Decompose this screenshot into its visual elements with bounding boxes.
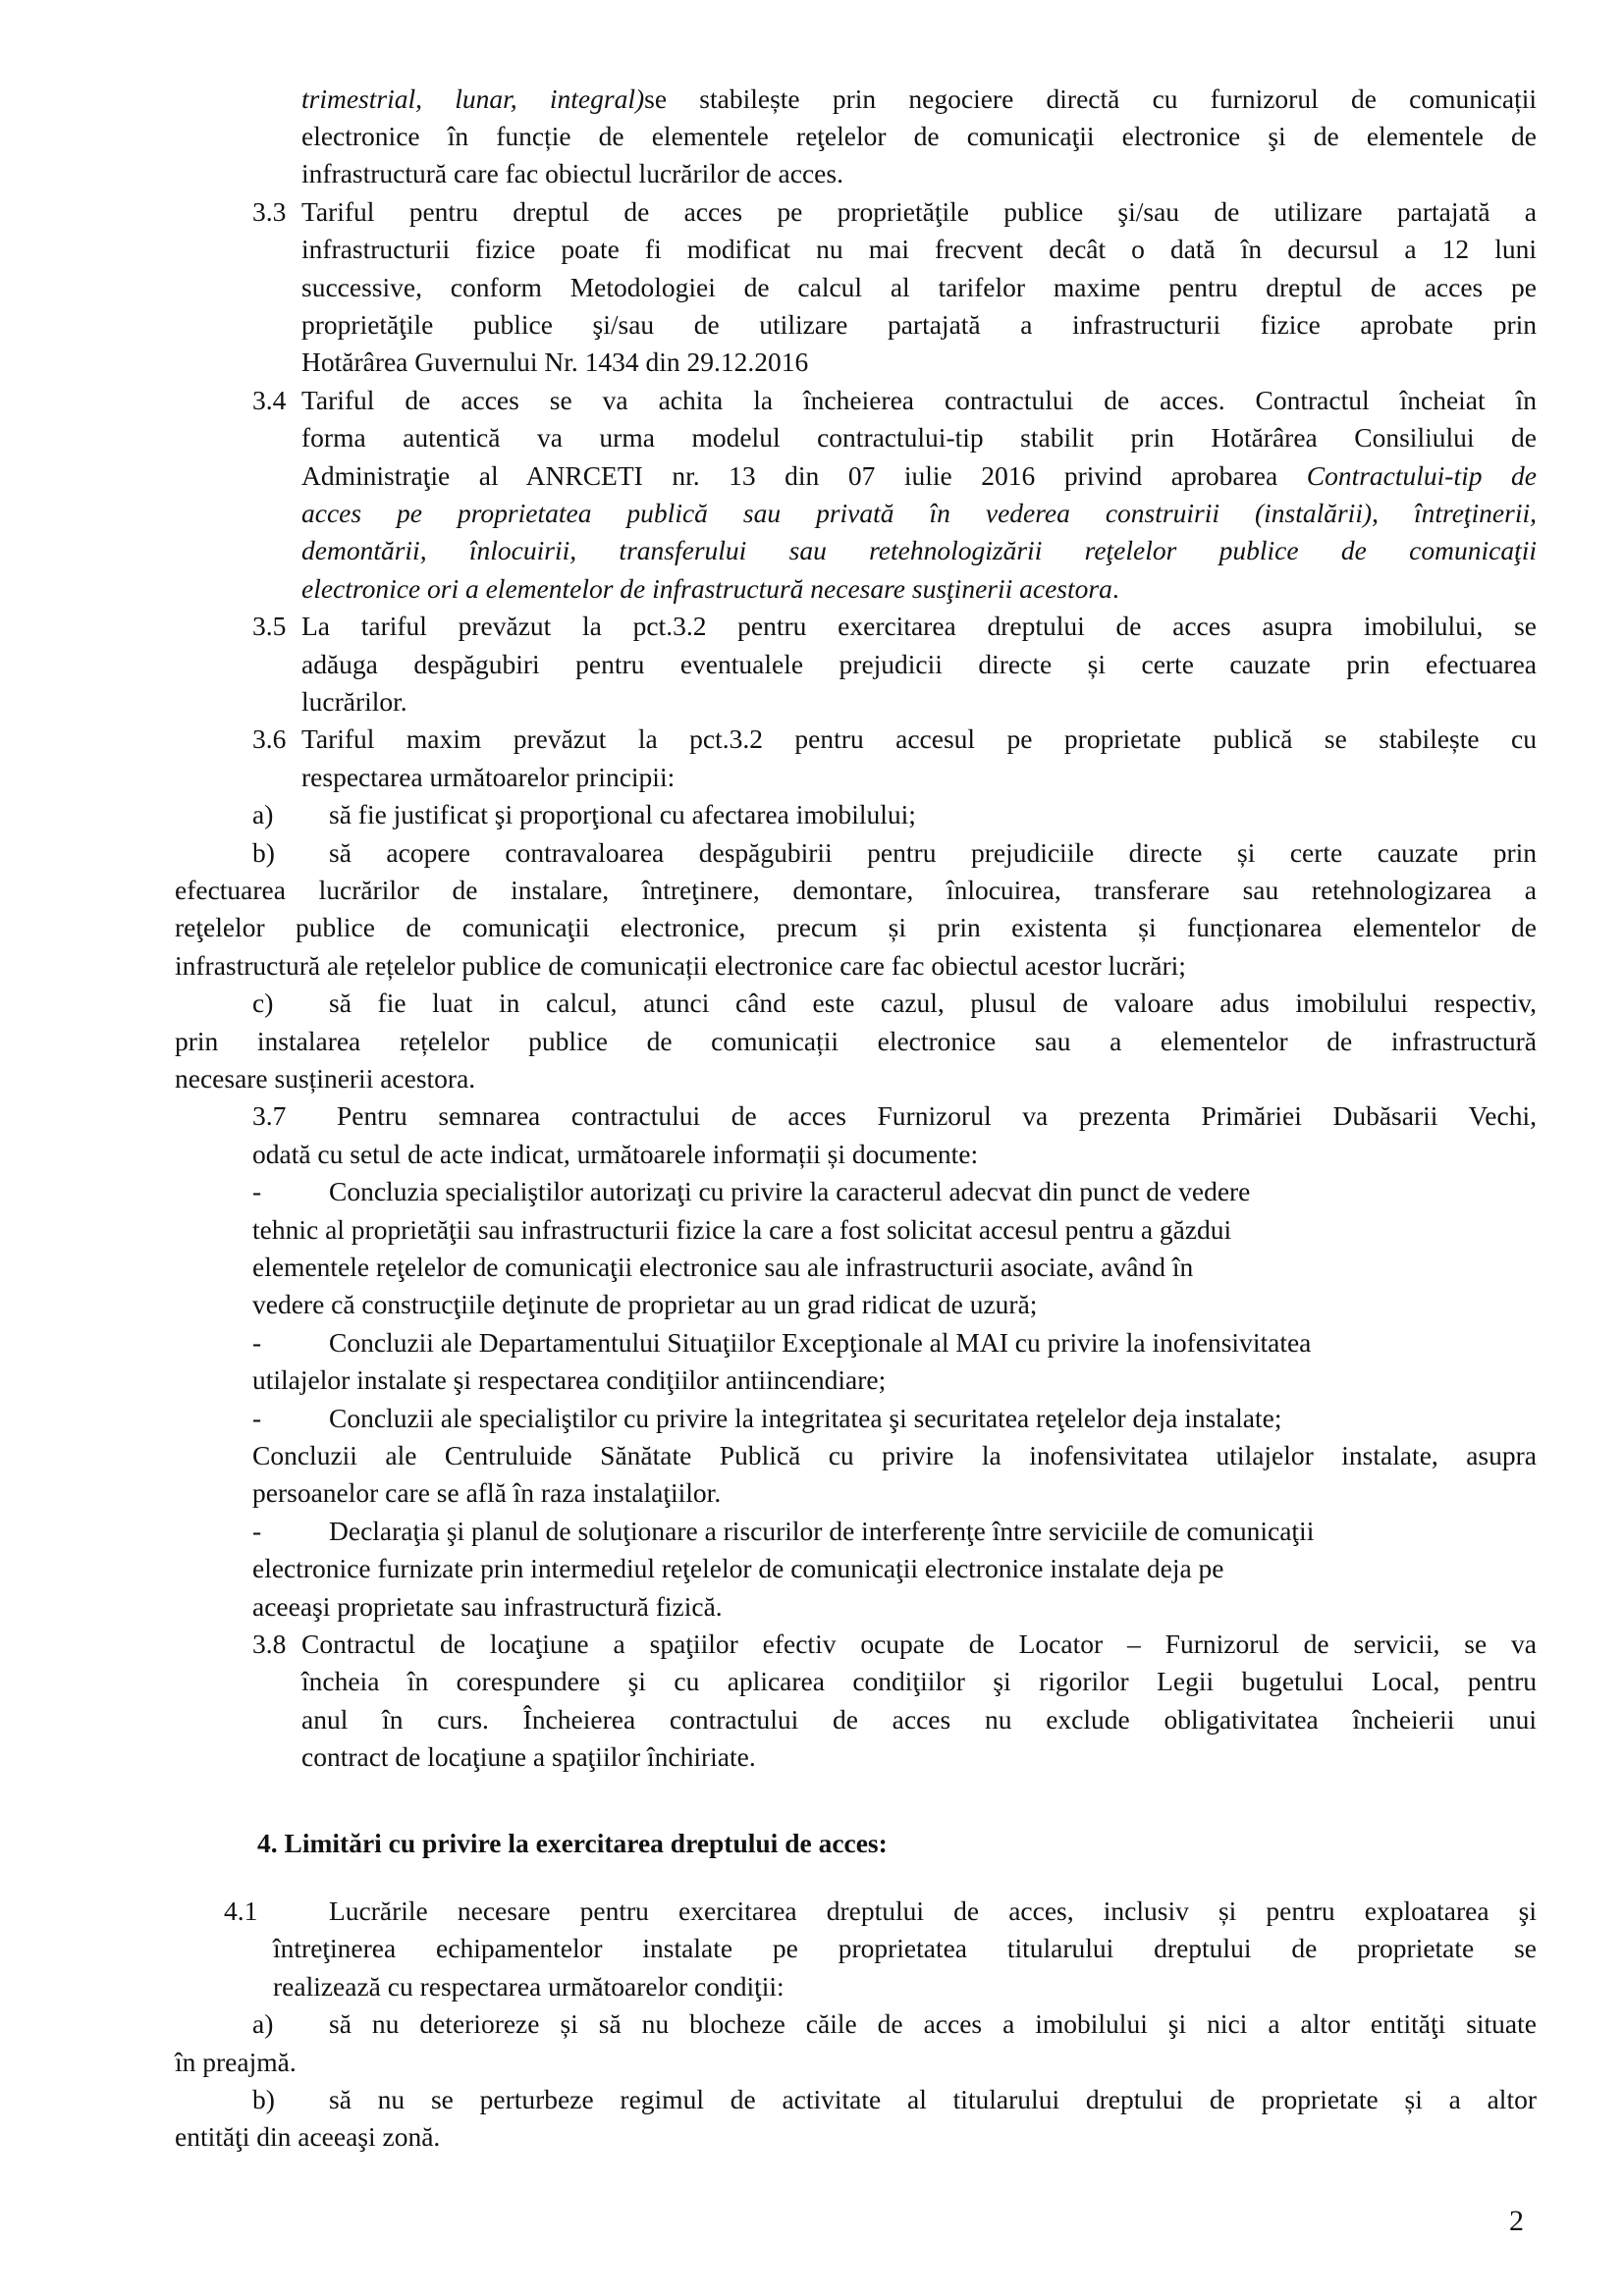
text-line: [329, 798, 1537, 831]
text-line: [329, 2007, 1537, 2041]
text-line: [252, 1138, 1537, 1171]
text-line: [329, 987, 1537, 1020]
text-run: contract de locaţiune a spaţiilor închiriate.: [301, 1741, 756, 1772]
text-run: persoanelor care se află în raza instalaţiilor.: [252, 1477, 722, 1508]
text-line: [301, 761, 1537, 794]
text-line: [301, 1628, 1537, 1661]
section-heading: [257, 1827, 1534, 1860]
clause-number: 3.4: [252, 385, 287, 415]
text-run: se stabilește prin negociere directă cu furnizorul de comunicații: [644, 83, 1537, 114]
text-line: [329, 1175, 1537, 1208]
text-line: [301, 271, 1537, 304]
clause-number: a): [252, 2008, 274, 2039]
text-line: [301, 534, 1537, 567]
text-run: proprietăţile publice şi/sau de utilizare partajată a infrastructurii fizice aprobate prin: [301, 309, 1537, 340]
text-run: să nu se perturbeze regimul de activitate al titularului dreptului de proprietate și a altor: [329, 2084, 1537, 2114]
text-run: La tariful prevăzut la pct.3.2 pentru exercitarea dreptului de acces asupra imobilului, se: [301, 611, 1537, 641]
text-line: [252, 1288, 1537, 1321]
text-line: [175, 2046, 1537, 2079]
italic-text: electronice ori a elementelor de infrastructură necesare susţinerii acestora: [301, 573, 1112, 604]
text-line: [301, 384, 1537, 417]
text-line: [301, 648, 1537, 681]
text-run: să fie luat in calcul, atunci când este cazul, plusul de valoare adus imobilului respectiv,: [329, 988, 1537, 1018]
text-line: [329, 1402, 1537, 1435]
text-run: Declaraţia şi planul de soluţionare a riscurilor de interferenţe între serviciile de comunicaţii: [329, 1516, 1315, 1546]
text-run: Hotărârea Guvernului Nr. 1434 din 29.12.2016: [301, 347, 809, 377]
text-line: [175, 1025, 1537, 1058]
clause-number: 3.8: [252, 1629, 287, 1659]
text-line: [301, 120, 1537, 153]
text-run: infrastructură ale rețelelor publice de comunicații electronice care fac obiectul acestor lucrări;: [175, 950, 1186, 981]
text-line: [301, 459, 1537, 493]
text-line: [329, 836, 1537, 870]
text-line: [301, 497, 1537, 530]
text-line: [252, 1439, 1537, 1472]
text-line: [301, 308, 1537, 342]
text-run: Concluzii ale specialiştilor cu privire la integritatea şi securitatea reţelelor deja instalate;: [329, 1403, 1282, 1433]
text-run: adăuga despăgubiri pentru eventualele prejudicii directe și certe cauzate prin efectuarea: [301, 649, 1537, 679]
text-run: electronice furnizate prin intermediul reţelelor de comunicaţii electronice instalate deja pe: [252, 1553, 1224, 1583]
text-run: realizează cu respectarea următoarelor condiţii:: [273, 1971, 785, 2002]
text-run: aceeaşi proprietate sau infrastructură fizică.: [252, 1591, 723, 1622]
text-run: lucrărilor.: [301, 686, 407, 717]
clause-number: 3.3: [252, 196, 287, 227]
clause-number: -: [252, 1403, 262, 1433]
text-line: [301, 233, 1537, 266]
text-line: [301, 195, 1537, 229]
clause-number: 4.1: [224, 1896, 258, 1926]
clause-number: a): [252, 799, 274, 829]
text-run: forma autentică va urma modelul contractului-tip stabilit prin Hotărârea Consiliului de: [301, 422, 1537, 453]
text-line: [273, 1932, 1537, 1965]
text-run: odată cu setul de acte indicat, următoarele informații și documente:: [252, 1139, 979, 1169]
text-run: vedere că construcţiile deţinute de proprietar au un grad ridicat de uzură;: [252, 1289, 1038, 1319]
text-run: electronice în funcție de elementele reţelelor de comunicaţii electronice şi de elementele de: [301, 121, 1537, 151]
text-line: [301, 346, 1537, 379]
text-line: [252, 1476, 1537, 1510]
clause-number: 3.6: [252, 723, 287, 754]
text-line: [301, 610, 1537, 643]
text-line: [175, 949, 1537, 983]
text-line: [301, 722, 1537, 756]
text-line: [252, 1251, 1537, 1284]
clause-number: 3.7: [252, 1100, 287, 1131]
text-run: Lucrările necesare pentru exercitarea dreptului de acces, inclusiv și pentru exploatarea şi: [329, 1896, 1537, 1926]
text-line: [175, 1062, 1537, 1095]
text-line: [273, 1970, 1537, 2003]
text-run: încheia în corespundere şi cu aplicarea condiţiilor şi rigorilor Legii bugetului Local, pentru: [301, 1666, 1537, 1696]
text-line: [329, 1895, 1537, 1928]
text-run: Concluzii ale Centruluide Sănătate Publică cu privire la inofensivitatea utilajelor instalate, asupra: [252, 1440, 1537, 1470]
text-run: successive, conform Metodologiei de calcul al tarifelor maxime pentru dreptul de acces pe: [301, 272, 1537, 302]
text-line: [329, 1515, 1537, 1548]
text-run: în preajmă.: [175, 2047, 297, 2077]
text-run: infrastructură care fac obiectul lucrărilor de acces.: [301, 158, 843, 188]
text-line: [252, 1363, 1537, 1397]
clause-number: c): [252, 988, 274, 1018]
text-run: 4. Limitări cu privire la exercitarea dreptului de acces:: [257, 1828, 888, 1858]
text-run: elementele reţelelor de comunicaţii electronice sau ale infrastructurii asociate, având în: [252, 1252, 1194, 1282]
text-run: anul în curs. Încheierea contractului de acces nu exclude obligativitatea încheierii unui: [301, 1704, 1537, 1735]
text-line: [301, 1665, 1537, 1698]
text-line: [301, 82, 1537, 116]
text-line: [252, 1590, 1537, 1624]
text-line: [329, 1326, 1537, 1360]
text-line: [301, 421, 1537, 454]
clause-number: 3.5: [252, 611, 287, 641]
italic-text: demontării, înlocuirii, transferului sau retehnologizării reţelelor publice de comunicaţii: [301, 535, 1537, 565]
clause-number: -: [252, 1327, 262, 1358]
clause-number: -: [252, 1176, 262, 1206]
text-run: să acopere contravaloarea despăgubirii pentru prejudiciile directe și certe cauzate prin: [329, 837, 1537, 868]
text-run: să nu deterioreze și să nu blocheze căile de acces a imobilului şi nici a altor entităţi situate: [329, 2008, 1537, 2039]
text-run: efectuarea lucrărilor de instalare, întreţinere, demontare, înlocuirea, transferare sau retehnologizarea a: [175, 875, 1537, 905]
text-line: [301, 157, 1537, 190]
page-number: 2: [1509, 2205, 1524, 2237]
text-line: [252, 1213, 1537, 1247]
text-run: respectarea următoarelor principii:: [301, 762, 676, 792]
text-run: tehnic al proprietăţii sau infrastructurii fizice la care a fost solicitat accesul pentru a găzdui: [252, 1214, 1232, 1245]
text-run: necesare susținerii acestora.: [175, 1063, 476, 1094]
text-run: să fie justificat şi proporţional cu afectarea imobilului;: [329, 799, 916, 829]
text-run: infrastructurii fizice poate fi modificat nu mai frecvent decât o dată în decursul a 12 luni: [301, 234, 1537, 264]
text-run: Administraţie al ANRCETI nr. 13 din 07 iulie 2016 privind aprobarea: [301, 460, 1307, 491]
text-run: Tariful de acces se va achita la încheierea contractului de acces. Contractul încheiat în: [301, 385, 1537, 415]
text-run: Pentru semnarea contractului de acces Furnizorul va prezenta Primăriei Dubăsarii Vechi,: [337, 1100, 1537, 1131]
text-run: Concluzia specialiştilor autorizaţi cu privire la caracterul adecvat din punct de vedere: [329, 1176, 1251, 1206]
text-run: prin instalarea rețelelor publice de comunicații electronice sau a elementelor de infrastructură: [175, 1026, 1537, 1056]
italic-text: trimestrial, lunar, integral): [301, 83, 645, 114]
text-line: [252, 1552, 1537, 1585]
text-line: [329, 2083, 1537, 2116]
clause-number: -: [252, 1516, 262, 1546]
text-line: [337, 1099, 1537, 1133]
text-run: Concluzii ale Departamentului Situaţiilor Excepţionale al MAI cu privire la inofensivitatea: [329, 1327, 1312, 1358]
text-line: [175, 2120, 1537, 2154]
clause-number: b): [252, 2084, 275, 2114]
text-run: Tariful pentru dreptul de acces pe proprietăţile publice şi/sau de utilizare partajată a: [301, 196, 1537, 227]
text-run: reţelelor publice de comunicaţii electronice, precum și prin existenta și funcționarea elementelor de: [175, 912, 1537, 942]
clause-number: b): [252, 837, 275, 868]
text-run: întreţinerea echipamentelor instalate pe proprietatea titularului dreptului de proprietate se: [273, 1933, 1537, 1963]
text-run: Contractul de locaţiune a spaţiilor efectiv ocupate de Locator – Furnizorul de servicii, se va: [301, 1629, 1537, 1659]
italic-text: acces pe proprietatea publică sau privată în vederea construirii (instalării), întreţinerii,: [301, 498, 1537, 528]
text-line: [175, 911, 1537, 944]
text-line: [301, 572, 1537, 606]
text-run: .: [1111, 573, 1119, 604]
text-line: [301, 685, 1537, 719]
text-run: utilajelor instalate şi respectarea condiţiilor antiincendiare;: [252, 1364, 887, 1395]
text-run: Tariful maxim prevăzut la pct.3.2 pentru accesul pe proprietate publică se stabilește cu: [301, 723, 1537, 754]
text-line: [301, 1703, 1537, 1736]
text-run: entităţi din aceeaşi zonă.: [175, 2121, 441, 2152]
text-line: [301, 1740, 1537, 1774]
text-line: [175, 874, 1537, 907]
italic-text: Contractului-tip de: [1306, 460, 1537, 491]
